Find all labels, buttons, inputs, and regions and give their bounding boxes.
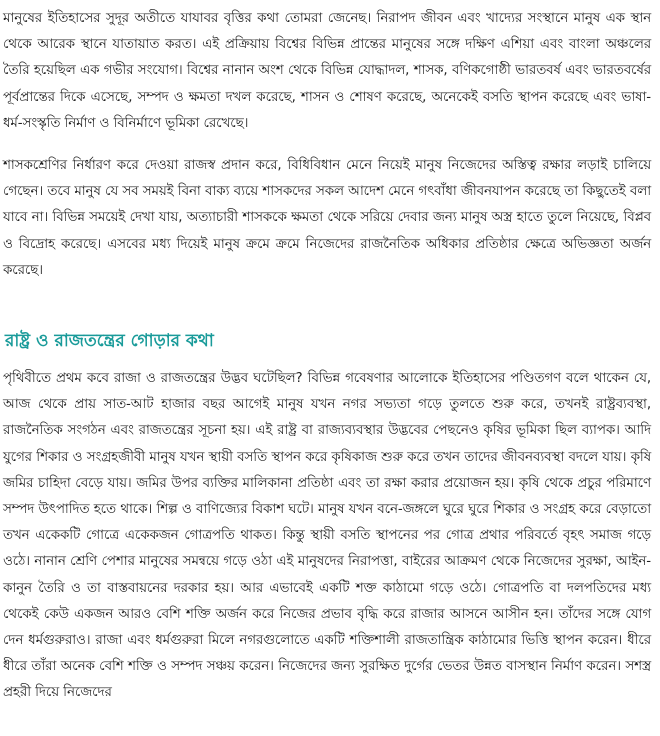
paragraph-origin-of-monarchy: পৃথিবীতে প্রথম কবে রাজা ও রাজতন্ত্রের উদ্ভব ঘটেছিল? বিভিন্ন গবেষণার আলোকে ইতিহাসের পণ্ডিতগণ বলে থাকেন যে, আজ থেকে প্রায় সাত-আট হাজার বছর আগেই মানুষ যখন নগর সভ্যতা গড়ে তুলতে শুরু করে, তখনই রাষ্ট্রব্যবস্থা, রাজনৈতিক সংগঠন এবং রাজতন্ত্রের সূচনা হয়। এই রাষ্ট্র বা রাজ্যব্যবস্থার উদ্ভবের পেছনেও কৃষির ভূমিকা ছিল ব্যাপক। আদি যুগের শিকার ও সংগ্রহজীবী মানুষ যখন স্থায়ী বসতি স্থাপন করে কৃষিকাজ শুরু করে তখন তাদের জীবনব্যবস্থা বদলে যায়। কৃষি জমির চাহিদা বেড়ে যায়। জমির উপর ব্যক্তির মালিকানা প্রতিষ্ঠা এবং তা রক্ষা করার প্রয়োজন হয়। কৃষি থেকে প্রচুর পরিমাণে সম্পদ উৎপাদিত হতে থাকে। শিল্প ও বাণিজ্যের বিকাশ ঘটে। মানুষ যখন বনে-জঙ্গলে ঘুরে ঘুরে শিকার ও সংগ্রহ করে বেড়াতো তখন একেকটি গোত্রে একেকজন গোত্রপতি থাকত। কিন্তু স্থায়ী বসতি স্থাপনের পর গোত্র প্রথার পরিবর্তে বৃহৎ সমাজ গড়ে ওঠে। নানান শ্রেণি পেশার মানুষের সমন্বয়ে গড়ে ওঠা এই মানুষদের নিরাপত্তা, বাইরের আক্রমণ থেকে নিজেদের সুরক্ষা, আইন-কানুন তৈরি ও তা বাস্তবায়নের দরকার হয়। আর এভাবেই একটি শক্ত কাঠামো গড়ে ওঠে। গোত্রপতি বা দলপতিদের মধ্য থেকেই কেউ একজন আরও বেশি শক্তি অর্জন করে নিজের প্রভাব বৃদ্ধি করে রাজার আসনে আসীন হন। তাঁদের সঙ্গে যোগ দেন ধর্মগুরুরাও। রাজা এবং ধর্মগুরুরা মিলে নগরগুলোতে একটি শক্তিশালী রাজতান্ত্রিক কাঠামোর ভিত্তি স্থাপন করেন। ধীরে ধীরে তাঁরা অনেক বেশি শক্তি ও সম্পদ সঞ্চয় করেন। নিজেদের জন্য সুরক্ষিত দুর্গের ভেতর উন্নত বাসস্থান নির্মাণ করেন। সশস্ত্র প্রহরী দিয়ে নিজেদের bbox=[3, 371, 651, 701]
section-heading: রাষ্ট্র ও রাজতন্ত্রের গোড়ার কথা bbox=[5, 331, 214, 351]
paragraph-ruling-class: শাসকশ্রেণির নির্ধারণ করে দেওয়া রাজস্ব প্রদান করে, বিধিবিধান মেনে নিয়েই মানুষ নিজেদের অস্তিত্ব রক্ষার লড়াই চালিয়ে গেছেন। তবে মানুষ যে সব সময়ই বিনা বাক্য ব্যয়ে শাসকদের সকল আদেশ মেনে গৎবাঁধা জীবনযাপন করেছে তা কিছুতেই বলা যাবে না। বিভিন্ন সময়েই দেখা যায়, অত্যাচারী শাসককে ক্ষমতা থেকে সরিয়ে দেবার জন্য মানুষ অস্ত্র হাতে তুলে নিয়েছে, বিপ্লব ও বিদ্রোহ করেছে। এসবের মধ্য দিয়েই মানুষ ক্রমে ক্রমে নিজেদের রাজনৈতিক অধিকার প্রতিষ্ঠার ক্ষেত্রে অভিজ্ঞতা অর্জন করেছে। bbox=[3, 158, 651, 278]
paragraph-nomadic-history: মানুষের ইতিহাসের সুদূর অতীতে যাযাবর বৃত্তির কথা তোমরা জেনেছ। নিরাপদ জীবন এবং খাদ্যের সংস্থানে মানুষ এক স্থান থেকে আরেক স্থানে যাতায়াত করত। এই প্রক্রিয়ায় বিশ্বের বিভিন্ন প্রান্তের মানুষের সঙ্গে দক্ষিণ এশিয়া এবং বাংলা অঞ্চলের তৈরি হয়েছিল এক গভীর সংযোগ। বিশ্বের নানান অংশ থেকে বিভিন্ন যোদ্ধাদল, শাসক, বণিকগোষ্ঠী ভারতবর্ষ এবং ভারতবর্ষের পূর্বপ্রান্তের দিকে এসেছে, সম্পদ ও ক্ষমতা দখল করেছে, শাসন ও শোষণ করেছে, অনেকেই বসতি স্থাপন করেছে এবং ভাষা-ধর্ম-সংস্কৃতি নির্মাণ ও বিনির্মাণে ভূমিকা রেখেছে। bbox=[3, 11, 651, 131]
